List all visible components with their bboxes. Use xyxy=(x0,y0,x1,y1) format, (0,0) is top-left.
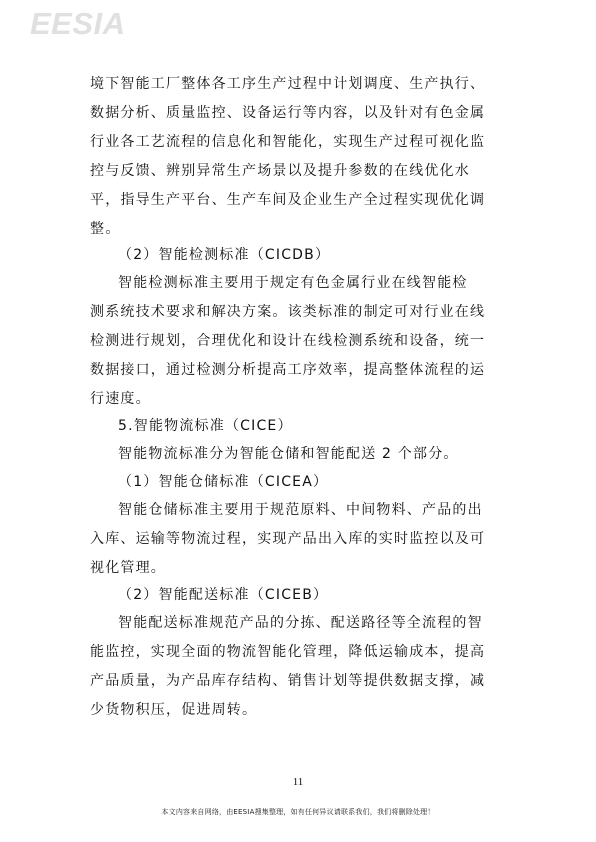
paragraph-line: 检测进行规划，合理优化和设计在线检测系统和设备，统一 xyxy=(90,333,486,349)
paragraph-line: 整。 xyxy=(90,221,121,237)
paragraph-line: 行速度。 xyxy=(90,391,151,407)
paragraph-line: 视化管理。 xyxy=(90,560,166,576)
paragraph-line: 入库、运输等物流过程，实现产品出入库的实时监控以及可 xyxy=(90,531,486,547)
paragraph-line: 平，指导生产平台、生产车间及企业生产全过程实现优化调 xyxy=(90,192,486,208)
paragraph-line: 智能仓储标准主要用于规范原料、中间物料、产品的出 xyxy=(118,502,483,518)
paragraph-line: 智能物流标准分为智能仓储和智能配送 2 个部分。 xyxy=(118,446,459,462)
paragraph-line: 少货物积压，促进周转。 xyxy=(90,702,258,718)
eesia-watermark-logo: EESIA xyxy=(30,6,126,41)
section-heading: 5.智能物流标准（CICE） xyxy=(118,418,293,434)
paragraph-line: 数据分析、质量监控、设备运行等内容，以及针对有色金属 xyxy=(90,105,486,121)
paragraph-line: 智能检测标准主要用于规定有色金属行业在线智能检 xyxy=(118,275,468,291)
subsection-heading: （1）智能仓储标准（CICEA） xyxy=(118,474,329,490)
paragraph-line: 智能配送标准规范产品的分拣、配送路径等全流程的智 xyxy=(118,615,483,631)
footer-disclaimer: 本文内容来自网络，由EESIA搜集整理，如有任何异议请联系我们，我们将删除处理！ xyxy=(161,808,435,816)
paragraph-line: 测系统技术要求和解决方案。该类标准的制定可对行业在线 xyxy=(90,304,486,320)
paragraph-line: 控与反馈、辨别异常生产场景以及提升参数的在线优化水 xyxy=(90,163,470,179)
paragraph-line: 产品质量，为产品库存结构、销售计划等提供数据支撑，减 xyxy=(90,673,486,689)
subsection-heading: （2）智能检测标准（CICDB） xyxy=(118,247,331,263)
paragraph-line: 数据接口，通过检测分析提高工序效率，提高整体流程的运 xyxy=(90,362,486,378)
paragraph-line: 境下智能工厂整体各工序生产过程中计划调度、生产执行、 xyxy=(90,76,486,92)
paragraph-line: 能监控，实现全面的物流智能化管理，降低运输成本，提高 xyxy=(90,644,486,660)
paragraph-line: 行业各工艺流程的信息化和智能化，实现生产过程可视化监 xyxy=(90,134,486,150)
page-number: 11 xyxy=(292,776,304,788)
subsection-heading: （2）智能配送标准（CICEB） xyxy=(118,587,329,603)
